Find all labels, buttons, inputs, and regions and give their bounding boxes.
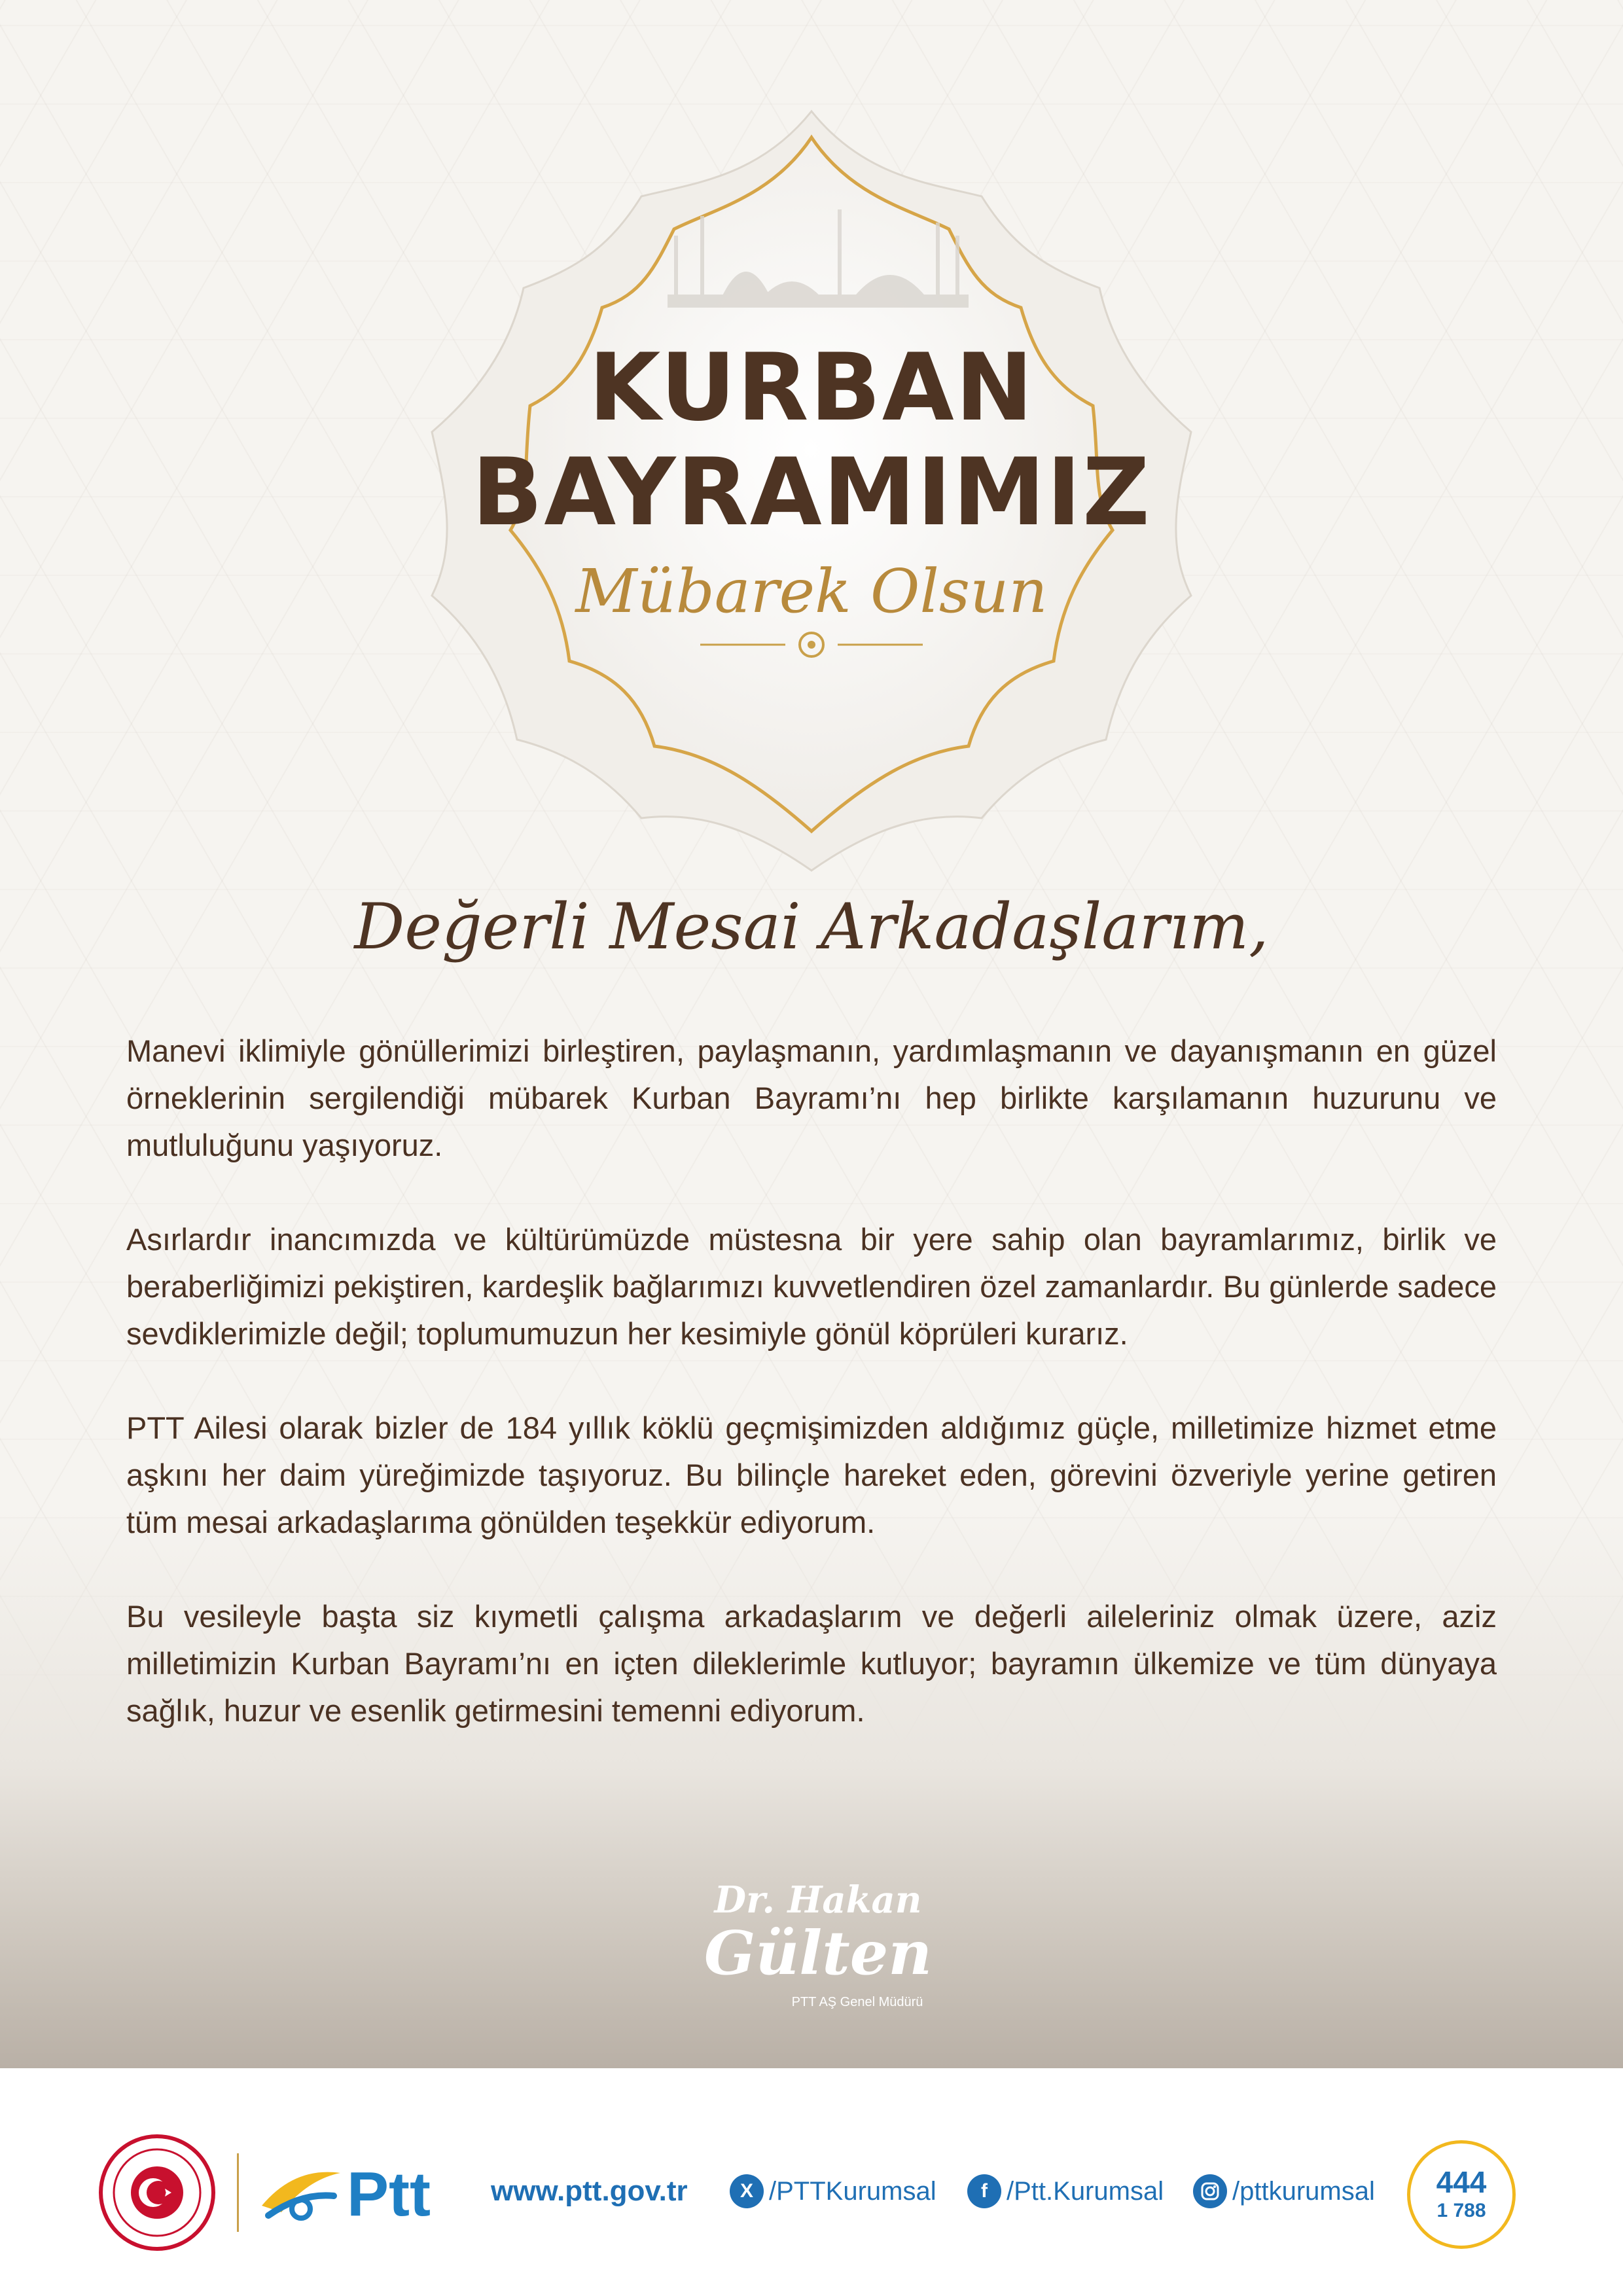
x-icon: X	[730, 2174, 764, 2208]
instagram-link[interactable]	[1193, 2172, 1375, 2211]
phone-line-2: 1 788	[1436, 2200, 1486, 2221]
letter-body	[126, 1028, 1497, 1782]
paragraph-3: PTT Ailesi olarak bizler de 184 yıllık köklü geçmişimizden aldığımız güçle, milletimize hizmet etme aşkını her daim yüreğimizde taşıyoruz. Bu bilinçle hareket eden, görevini özveriyle yerine getiren tüm mesai arkadaşlarıma gönülden teşekkür ediyorum.	[126, 1410, 1497, 1539]
title-line-1: KURBAN	[588, 334, 1035, 442]
ministry-seal-icon	[98, 2134, 216, 2251]
paragraph-4: Bu vesileyle başta siz kıymetli çalışma arkadaşlarım ve değerli aileleriniz olmak üzere, aziz milletimizin Kurban Bayramı’nı en içten dileklerimle kutluyor; bayramın ülkemize ve tüm dünyaya sağlık, huzur ve esenlik getirmesini temenni ediyorum.	[126, 1599, 1497, 1728]
signature-role: PTT AŞ Genel Müdürü	[791, 1995, 923, 2009]
website-link[interactable]: www.ptt.gov.tr	[491, 2175, 688, 2207]
x-link[interactable]	[730, 2172, 936, 2211]
ptt-logo[interactable]	[255, 2153, 452, 2232]
instagram-icon	[1193, 2174, 1227, 2208]
footer	[0, 2068, 1623, 2296]
ptt-logo-text: Ptt	[347, 2159, 431, 2229]
x-handle: /PTTKurumsal	[769, 2176, 936, 2206]
greeting: Değerli Mesai Arkadaşlarım,	[354, 890, 1269, 963]
facebook-icon: f	[967, 2174, 1001, 2208]
call-center-badge[interactable]	[1407, 2140, 1516, 2249]
subtitle: Mübarek Olsun	[575, 556, 1048, 626]
header-medallion	[393, 98, 1230, 877]
facebook-handle: /Ptt.Kurumsal	[1007, 2176, 1164, 2206]
phone-line-1: 444	[1436, 2165, 1487, 2199]
facebook-link[interactable]	[967, 2172, 1164, 2211]
signature-last-name: Gülten	[704, 1918, 933, 1988]
paragraph-2: Asırlardır inancımızda ve kültürümüzde müstesna bir yere sahip olan bayramlarımız, birlik ve beraberliğimizi pekiştiren, kardeşlik bağlarımızı kuvvetlendiren özel zamanlardır. Bu günlerde sadece sevdiklerimizle değil; toplumumuzun her kesimiyle gönül köprüleri kurarız.	[126, 1222, 1497, 1351]
signature-first-name: Dr. Hakan	[714, 1878, 922, 1922]
signature	[694, 1878, 942, 2016]
ptt-logo-icon	[255, 2153, 347, 2232]
footer-divider	[237, 2153, 239, 2232]
paragraph-1: Manevi iklimiyle gönüllerimizi birleştiren, paylaşmanın, yardımlaşmanın ve dayanışmanın en güzel örneklerinin sergilendiği mübarek Kurban Bayramı’nı hep birlikte karşılamanın huzurunu ve mutluluğunu yaşıyoruz.	[126, 1033, 1497, 1162]
instagram-handle: /pttkurumsal	[1232, 2176, 1375, 2206]
title-line-2: BAYRAMIMIZ	[472, 439, 1151, 547]
